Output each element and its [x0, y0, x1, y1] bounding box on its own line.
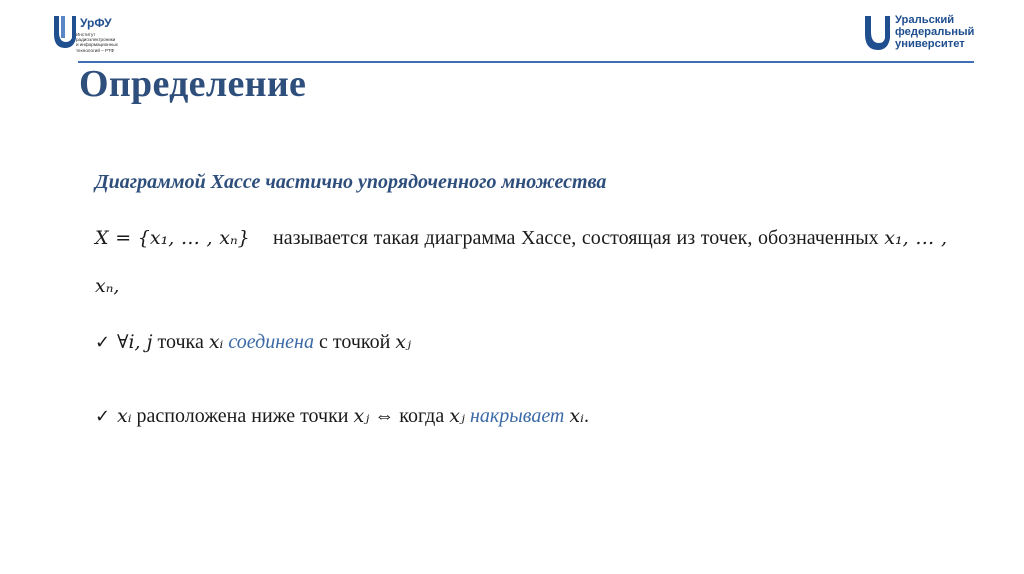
slide-title: Определение: [79, 63, 307, 105]
logo-line-3: университет: [895, 38, 965, 50]
var-x-i: xᵢ: [117, 405, 132, 427]
logo-subline-3: и информационных: [76, 42, 118, 48]
bullet-text: с точкой: [318, 331, 391, 353]
quantifier: ∀i, j: [117, 331, 153, 353]
bullet-text: когда: [399, 405, 445, 427]
definition-text-1: называется такая диаграмма Хассе, состоящая из точек,: [273, 227, 753, 249]
set-expression: X = {x₁, … , xₙ}: [95, 227, 250, 249]
logo-line-1: Уральский: [895, 14, 955, 26]
logo-subline-2: радиоэлектроники: [76, 37, 116, 43]
emphasis-covers: накрывает: [469, 405, 565, 427]
check-icon: ✓: [95, 332, 111, 353]
logo-line-2: федеральный: [895, 26, 975, 38]
bullet-text: точка: [157, 331, 204, 353]
check-icon: ✓: [95, 406, 111, 427]
points-expression: x₁, … , xₙ,: [95, 227, 948, 297]
var-x-j: xⱼ: [449, 405, 465, 427]
logo-subline-4: технологий – РТФ: [76, 47, 114, 53]
var-x-j: xⱼ: [395, 331, 412, 353]
logo-subline-1: Институт: [76, 32, 96, 37]
urfu-u-icon: [52, 14, 76, 52]
var-x-j: xⱼ: [353, 405, 370, 427]
emphasis-connected: соединена: [228, 331, 314, 353]
slide-body: [95, 168, 947, 431]
urfu-irit-logo: [52, 14, 118, 53]
urfu-university-logo: [864, 14, 974, 52]
definition-lead: Диаграммой Хассе частично упорядоченного множества: [95, 171, 607, 193]
urfu-u-icon: [864, 14, 890, 52]
bullet-below: [95, 402, 947, 431]
logo-brand: УрФУ: [80, 16, 112, 30]
var-x-i: xᵢ: [569, 405, 584, 427]
definition-text-2: обозначенных: [758, 227, 879, 249]
definition-paragraph: [95, 214, 947, 310]
bullet-connected: [95, 328, 947, 357]
iff-symbol: ⇔: [374, 405, 395, 427]
bullet-text: расположена ниже точки: [136, 405, 349, 427]
period: .: [583, 405, 589, 427]
var-x-i: xᵢ: [208, 331, 224, 353]
